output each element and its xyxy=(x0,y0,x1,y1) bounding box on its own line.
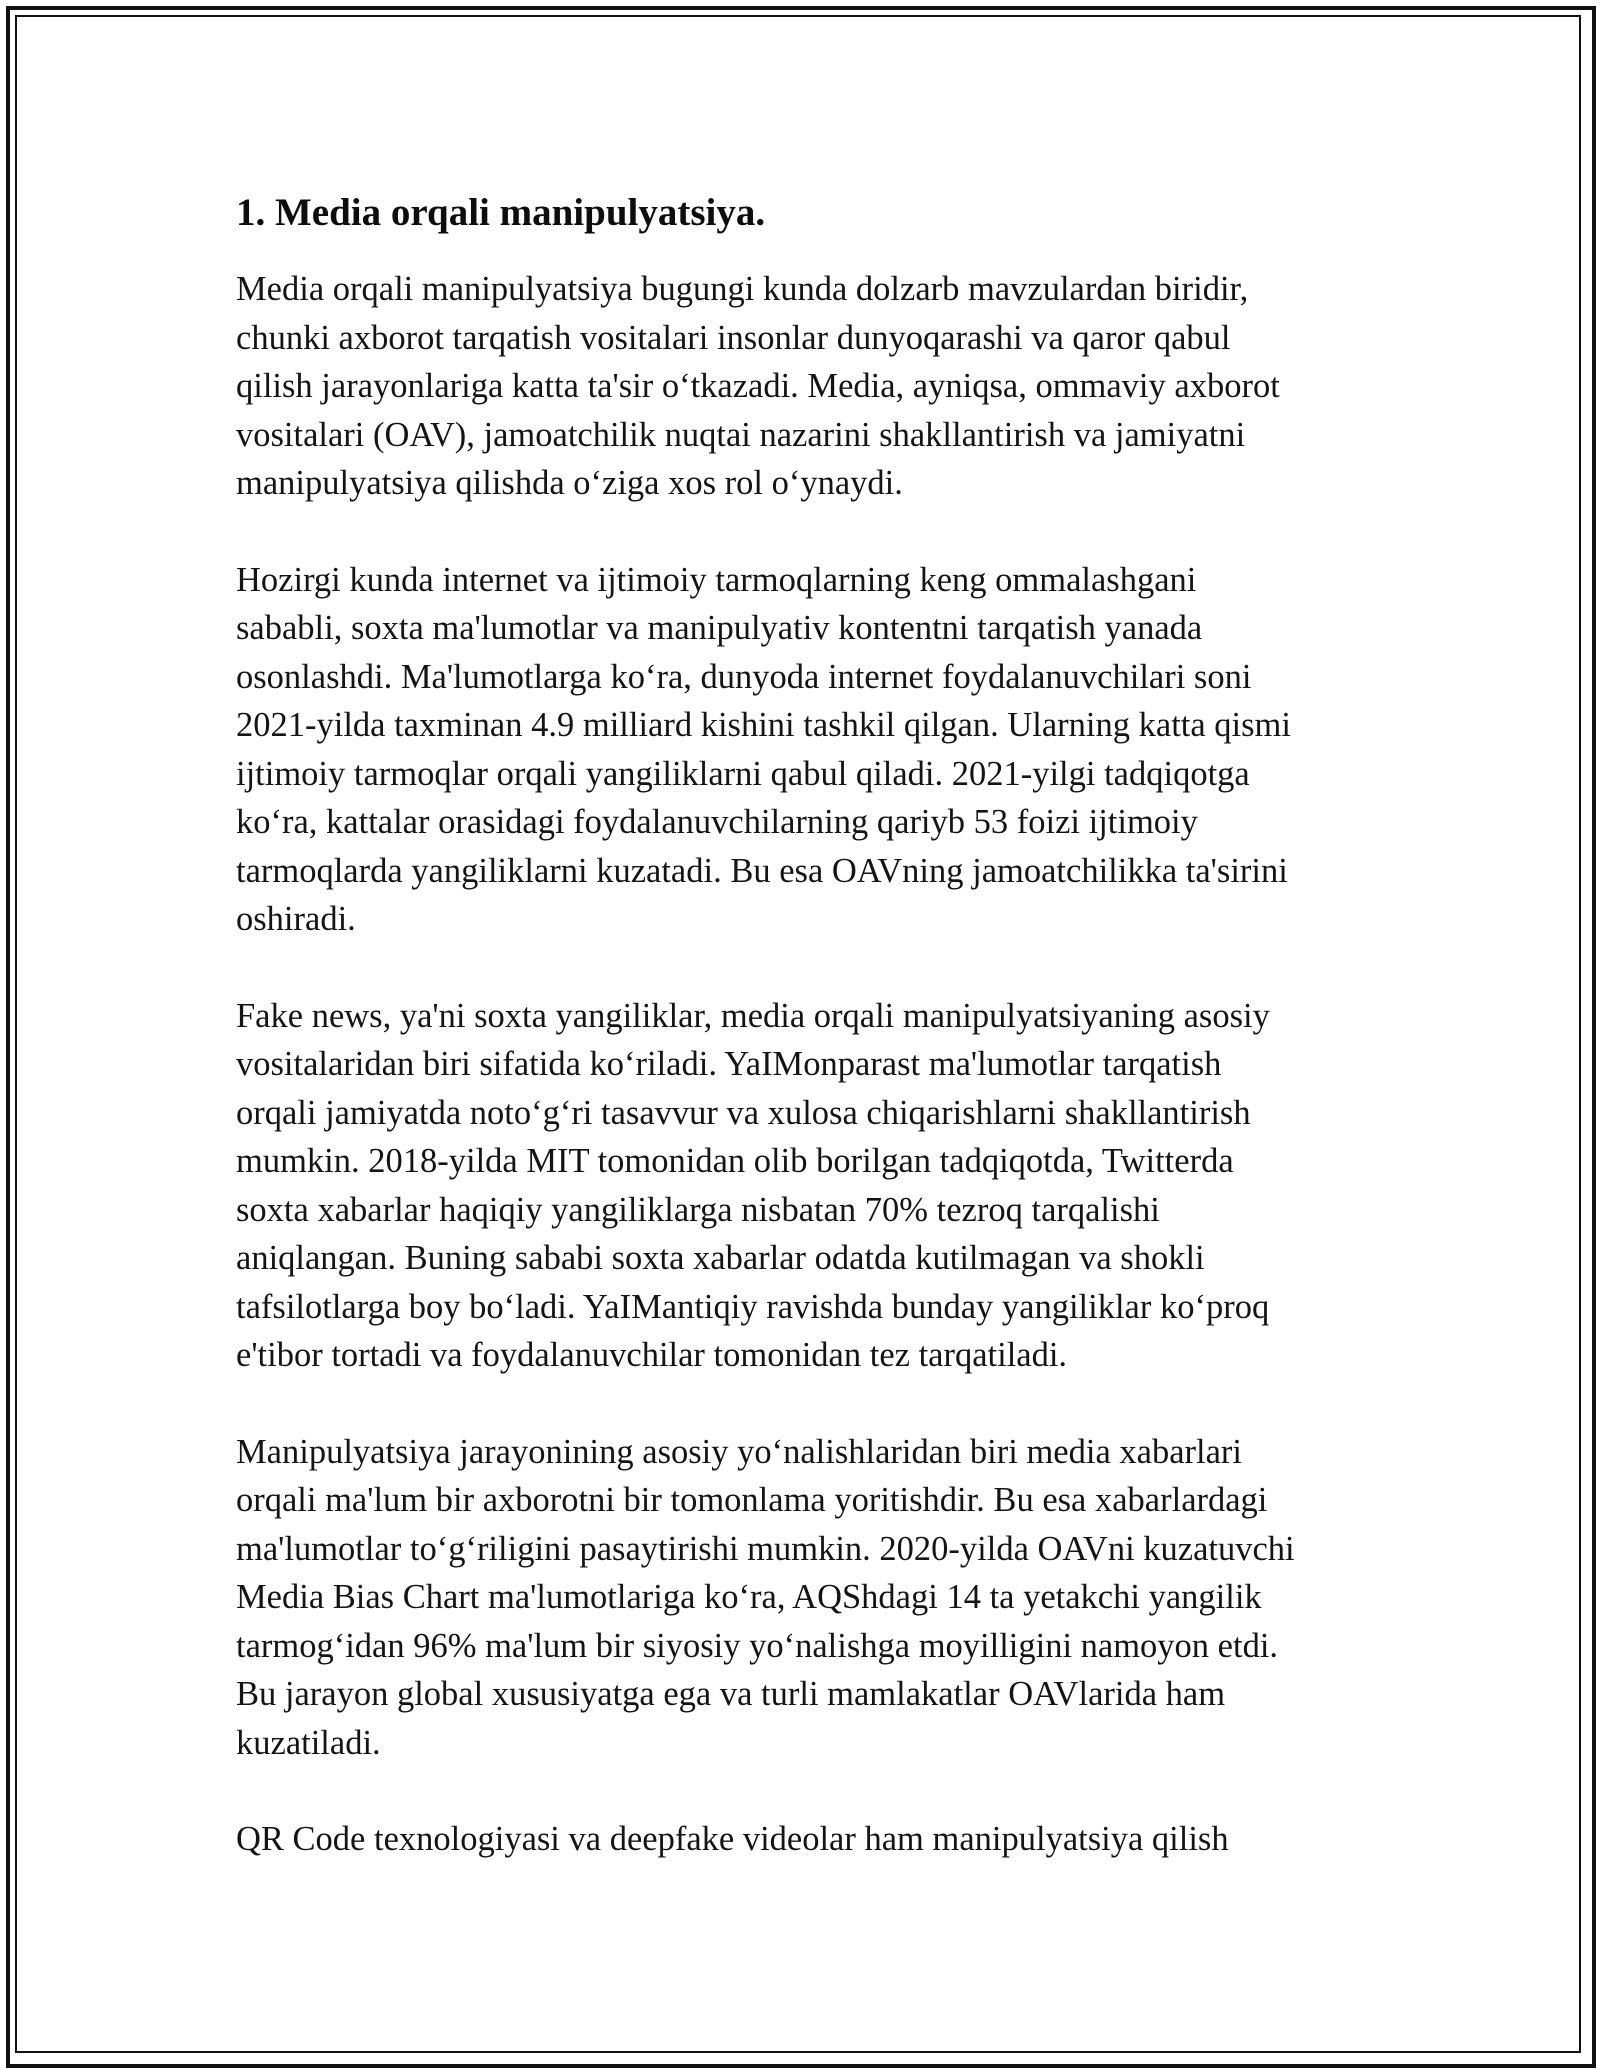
text-line: sababli, soxta ma'lumotlar va manipulyativ kontentni tarqatish yanada xyxy=(236,609,1203,647)
text-line: vositalari (OAV), jamoatchilik nuqtai nazarini shakllantirish va jamiyatni xyxy=(236,415,1246,454)
text-line: QR Code texnologiyasi va deepfake videolar ham manipulyatsiya qilish xyxy=(236,1820,1229,1858)
text-line: ko‘ra, kattalar orasidagi foydalanuvchilarning qariyb 53 foizi ijtimoiy xyxy=(236,803,1198,841)
paragraph-3 xyxy=(236,992,1386,1380)
paragraph-5 xyxy=(236,1815,1386,1864)
paragraph-1 xyxy=(236,265,1386,508)
text-line: orqali ma'lum bir axborotni bir tomonlama yoritishdir. Bu esa xabarlardagi xyxy=(236,1481,1268,1519)
text-line: Hozirgi kunda internet va ijtimoiy tarmoqlarning keng ommalashgani xyxy=(236,560,1197,599)
text-line: kuzatiladi. xyxy=(236,1723,381,1762)
text-line: Fake news, ya'ni soxta yangiliklar, media orqali manipulyatsiyaning asosiy xyxy=(236,996,1270,1035)
text-line: vositalaridan biri sifatida ko‘riladi. YaIMonparast ma'lumotlar tarqatish xyxy=(236,1045,1222,1083)
paragraph-4 xyxy=(236,1428,1386,1768)
text-line: ijtimoiy tarmoqlar orqali yangiliklarni qabul qiladi. 2021-yilgi tadqiqotga xyxy=(236,754,1250,793)
text-line: ma'lumotlar to‘g‘riligini pasaytirishi mumkin. 2020-yilda OAVni kuzatuvchi xyxy=(236,1529,1295,1568)
paragraph-2 xyxy=(236,556,1386,944)
text-line: Media Bias Chart ma'lumotlariga ko‘ra, AQShdagi 14 ta yetakchi yangilik xyxy=(236,1578,1262,1616)
text-line: Media orqali manipulyatsiya bugungi kunda dolzarb mavzulardan biridir, xyxy=(236,270,1249,308)
text-line: chunki axborot tarqatish vositalari insonlar dunyoqarashi va qaror qabul xyxy=(236,318,1231,357)
section-heading: 1. Media orqali manipulyatsiya. xyxy=(236,191,766,234)
text-line: e'tibor tortadi va foydalanuvchilar tomonidan tez tarqatiladi. xyxy=(236,1336,1068,1374)
text-line: mumkin. 2018-yilda MIT tomonidan olib borilgan tadqiqotda, Twitterda xyxy=(236,1142,1234,1180)
text-line: orqali jamiyatda noto‘g‘ri tasavvur va xulosa chiqarishlarni shakllantirish xyxy=(236,1093,1251,1132)
text-line: manipulyatsiya qilishda o‘ziga xos rol o‘ynaydi. xyxy=(236,464,903,502)
text-line: Manipulyatsiya jarayonining asosiy yo‘nalishlaridan biri media xabarlari xyxy=(236,1432,1242,1471)
text-line: tafsilotlarga boy bo‘ladi. YaIMantiqiy ravishda bunday yangiliklar ko‘proq xyxy=(236,1287,1270,1326)
text-line: tarmoqlarda yangiliklarni kuzatadi. Bu esa OAVning jamoatchilikka ta'sirini xyxy=(236,851,1288,890)
text-line: aniqlangan. Buning sababi soxta xabarlar odatda kutilmagan va shokli xyxy=(236,1239,1205,1277)
text-line: tarmog‘idan 96% ma'lum bir siyosiy yo‘nalishga moyilligini namoyon etdi. xyxy=(236,1626,1279,1665)
text-line: qilish jarayonlariga katta ta'sir o‘tkazadi. Media, ayniqsa, ommaviy axborot xyxy=(236,367,1280,405)
text-line: 2021-yilda taxminan 4.9 milliard kishini tashkil qilgan. Ularning katta qismi xyxy=(236,706,1291,744)
text-line: soxta xabarlar haqiqiy yangiliklarga nisbatan 70% tezroq tarqalishi xyxy=(236,1190,1160,1229)
text-line: oshiradi. xyxy=(236,900,356,938)
document-body xyxy=(236,185,1386,1912)
text-line: osonlashdi. Ma'lumotlarga ko‘ra, dunyoda internet foydalanuvchilari soni xyxy=(236,657,1252,696)
text-line: Bu jarayon global xususiyatga ega va turli mamlakatlar OAVlarida ham xyxy=(236,1675,1226,1713)
